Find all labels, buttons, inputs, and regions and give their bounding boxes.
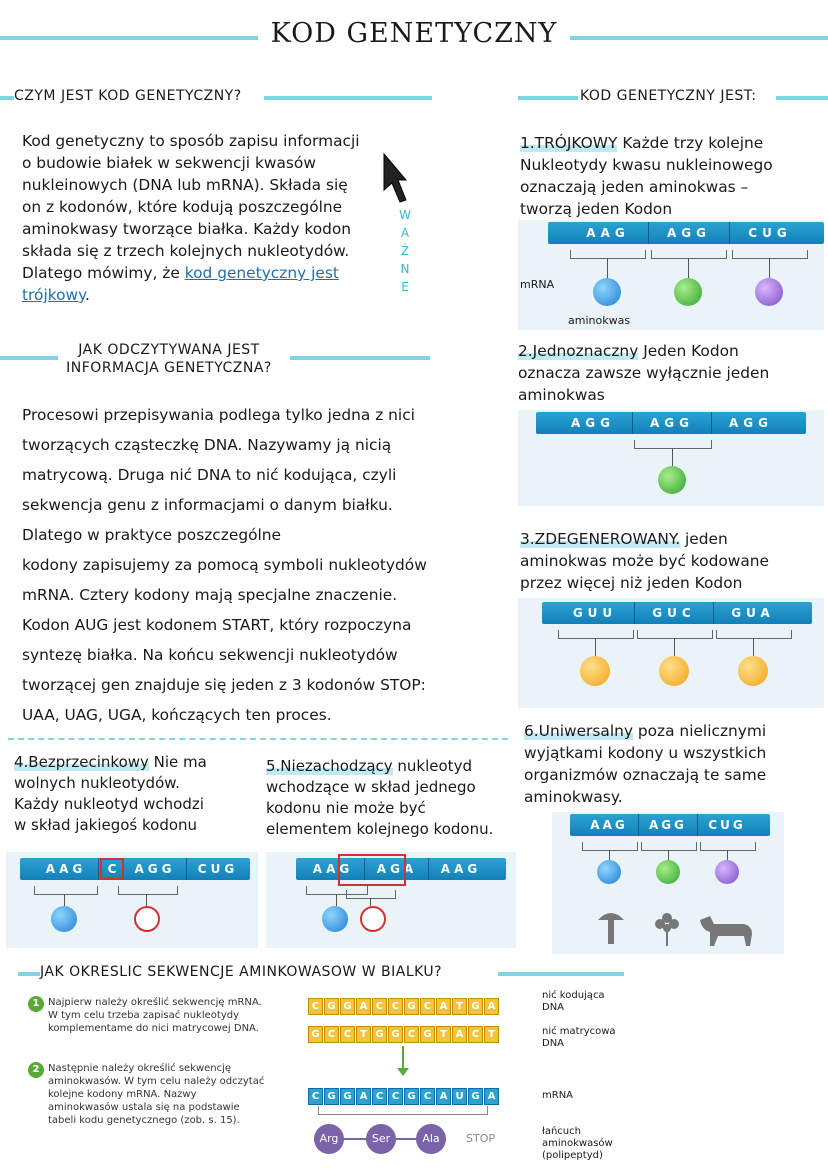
codon: GUA — [731, 606, 775, 620]
page-title: KOD GENETYCZNY — [270, 18, 558, 49]
empty-amino-circle — [134, 906, 160, 932]
text-line: organizmów oznaczają te same — [524, 766, 767, 784]
text-line: w skład jakiegoś kodonu — [14, 816, 198, 834]
mrna-strip — [548, 222, 824, 244]
codon: AGG — [124, 858, 187, 880]
codon-bracket — [346, 890, 396, 899]
text-line: nukleotyd — [392, 757, 472, 775]
stem — [769, 258, 770, 278]
feature-title: 4.Bezprzecinkowy — [14, 753, 149, 771]
amino-acid-ball — [51, 906, 77, 932]
nucleotide: G — [468, 1088, 483, 1105]
feature5-diagram — [266, 852, 516, 948]
amino-acid-ball — [755, 278, 783, 306]
nucleotide: C — [388, 998, 403, 1015]
feature3-diagram — [518, 598, 824, 708]
stem — [727, 850, 728, 860]
text-line: o budowie białek w sekwencji kwasów — [22, 154, 316, 172]
side-letter: W — [399, 208, 411, 222]
amino-arg: Arg — [314, 1124, 344, 1154]
section2-text — [22, 400, 512, 730]
feature2-text — [518, 340, 824, 406]
text-line: wolnych nukleotydów. — [14, 774, 180, 792]
stem — [753, 638, 754, 656]
text-line: poza nielicznymi — [632, 722, 767, 740]
codon: CUG — [748, 226, 792, 240]
codon-bracket — [637, 630, 713, 639]
amino-acid-ball — [597, 860, 621, 884]
nucleotide: T — [436, 1026, 451, 1043]
nucleotide: C — [372, 998, 387, 1015]
stem — [668, 850, 669, 860]
animal-icon — [696, 912, 756, 948]
overlap-highlight — [338, 854, 406, 886]
nucleotide: G — [404, 1088, 419, 1105]
codon: AAG — [580, 814, 639, 836]
nucleotide: C — [468, 1026, 483, 1043]
section1-text — [22, 130, 422, 306]
nucleotide: T — [452, 998, 467, 1015]
text-line: tworzą jeden Kodon — [520, 200, 673, 218]
rule — [18, 972, 40, 976]
text-line: Kod genetyczny to sposób zapisu informacji — [22, 132, 360, 150]
nucleotide: A — [356, 1088, 371, 1105]
text-line: Nukleotydy kwasu nukleinowego — [520, 156, 773, 174]
nucleotide: A — [484, 1088, 499, 1105]
text-line: oznaczają jeden aminokwas – — [520, 178, 749, 196]
heading-line: JAK ODCZYTYWANA JEST — [78, 342, 260, 358]
codon: AGG — [633, 412, 712, 434]
step2 — [28, 1062, 268, 1127]
empty-amino-circle — [360, 906, 386, 932]
peptide-bond — [344, 1138, 366, 1140]
nucleotide: G — [372, 1026, 387, 1043]
feature-title: 5.Niezachodzący — [266, 757, 393, 775]
feature-title: 6.Uniwersalny — [524, 722, 633, 740]
mushroom-icon — [596, 908, 626, 948]
feature3-text — [520, 528, 826, 594]
stem — [146, 894, 147, 906]
stop-label: STOP — [466, 1132, 495, 1145]
feature4-diagram — [6, 852, 258, 948]
text-line: kodonu nie może być — [266, 799, 426, 817]
text-line: aminokwas — [518, 386, 605, 404]
side-letter: A — [400, 226, 410, 240]
label-template: nić matrycowa DNA — [542, 1026, 616, 1049]
section2-heading — [44, 341, 294, 377]
text-line: Dlatego w praktyce poszczególne — [22, 526, 282, 544]
nucleotide: C — [388, 1088, 403, 1105]
amino-acid-ball — [322, 906, 348, 932]
codon: CUG — [197, 862, 239, 876]
amino-acid-ball — [656, 860, 680, 884]
right-heading: KOD GENETYCZNY JEST: — [580, 88, 757, 104]
step-number-2: 2 — [28, 1062, 44, 1078]
codon-bracket — [582, 842, 638, 851]
codon-bracket — [716, 630, 792, 639]
amino-acid-ball — [658, 466, 686, 494]
codon-bracket — [732, 250, 808, 259]
codon: AAG — [302, 858, 365, 880]
text-line: matrycową. Druga nić DNA to nić kodująca, czyli — [22, 466, 397, 484]
stem — [64, 894, 65, 906]
rule — [290, 356, 430, 360]
feature6-diagram — [552, 812, 784, 954]
text-line: składa się z trzech kolejnych nukleotydów. — [22, 242, 350, 260]
arrow-head — [397, 1068, 409, 1076]
feature4-text — [14, 752, 264, 836]
feature-title: 3.ZDEGENEROWANY. — [520, 530, 681, 548]
flower-icon — [652, 908, 682, 948]
step-text: Następnie należy określić sekwencję aminokwasów. W tym celu należy odczytać kolejne kodony mRNA. Nazwy aminokwasów ustala się na podstawie tabeli kodu genetycznego (zob. s. 15). — [48, 1063, 265, 1126]
codon: AAG — [568, 222, 649, 244]
side-word — [398, 206, 412, 296]
divider — [8, 738, 508, 740]
stem — [672, 448, 673, 466]
label-coding: nić kodująca DNA — [542, 990, 605, 1013]
heading-line: INFORMACJA GENETYCZNA? — [66, 360, 272, 376]
rule — [498, 972, 624, 976]
mrna-strip — [536, 412, 806, 434]
text-line: aminokwas może być kodowane — [520, 552, 770, 570]
codon-bracket — [118, 886, 178, 895]
codon-bracket — [318, 1106, 488, 1115]
nucleotide: T — [356, 1026, 371, 1043]
codon-bracket — [558, 630, 634, 639]
nucleotide: G — [308, 1026, 323, 1043]
nucleotide: C — [308, 998, 323, 1015]
amino-acid-ball — [659, 656, 689, 686]
codon-bracket — [570, 250, 646, 259]
text-line: Każde trzy kolejne — [617, 134, 764, 152]
text-line: UAA, UAG, UGA, kończących ten proces. — [22, 706, 332, 724]
codon: AGG — [729, 416, 773, 430]
amino-acid-ball — [593, 278, 621, 306]
text-line: on z kodonów, które kodują poszczególne — [22, 198, 343, 216]
side-letter: E — [401, 280, 409, 294]
side-letter: N — [400, 262, 410, 276]
text-line: syntezę białka. Na końcu sekwencji nukleotydów — [22, 646, 398, 664]
amino-acid-ball — [674, 278, 702, 306]
amino-ala: Ala — [416, 1124, 446, 1154]
arrow-icon — [376, 150, 412, 206]
step-number-1: 1 — [28, 996, 44, 1012]
nucleotide: A — [436, 1088, 451, 1105]
nucleotide: G — [388, 1026, 403, 1043]
text-line: nukleinowych (DNA lub mRNA). Składa się — [22, 176, 348, 194]
feature2-diagram — [518, 410, 824, 506]
nucleotide: G — [468, 998, 483, 1015]
amino-acid-ball — [580, 656, 610, 686]
stem — [607, 258, 608, 278]
text-line: oznacza zawsze wyłącznie jeden — [518, 364, 770, 382]
nucleotide: A — [356, 998, 371, 1015]
side-letter: Ż — [400, 244, 410, 258]
text-line: Procesowi przepisywania podlega tylko jedna z nici — [22, 406, 415, 424]
amino-acid-ball — [715, 860, 739, 884]
stem — [674, 638, 675, 656]
codon: AGG — [554, 412, 633, 434]
nucleotide: C — [420, 1088, 435, 1105]
nucleotide: C — [372, 1088, 387, 1105]
stem — [688, 258, 689, 278]
codon-highlighted: C — [100, 858, 124, 880]
nucleotide: C — [324, 1026, 339, 1043]
nucleotide: G — [340, 1088, 355, 1105]
nucleotide: G — [420, 1026, 435, 1043]
dna-template-strand — [308, 1022, 500, 1043]
nucleotide: G — [324, 998, 339, 1015]
feature1-text — [520, 132, 826, 220]
feature5-text — [266, 756, 526, 840]
codon-bracket — [34, 886, 98, 895]
label-mrna: mRNA — [542, 1090, 574, 1101]
step-text: Najpierw należy określić sekwencję mRNA. W tym celu trzeba zapisać nukleotydy komplementame do nici matrycowej DNA. — [48, 997, 262, 1034]
text-line: Jeden Kodon — [638, 342, 739, 360]
rule — [776, 96, 828, 100]
codon: GUC — [635, 602, 714, 624]
nucleotide: A — [452, 1026, 467, 1043]
dna-coding-strand — [308, 994, 500, 1015]
codon-bracket — [651, 250, 727, 259]
nucleotide: U — [452, 1088, 467, 1105]
rule — [264, 96, 432, 100]
nucleotide: G — [324, 1088, 339, 1105]
mrna-strip — [542, 602, 812, 624]
highlight-text: kod genetyczny jest — [184, 264, 339, 282]
mrna-strand — [308, 1084, 500, 1105]
feature-title: 1.TRÓJKOWY — [520, 134, 618, 152]
text-line: aminokwasy tworzące białka. Każdy kodon — [22, 220, 352, 238]
stem — [609, 850, 610, 860]
codon: AAG — [440, 862, 482, 876]
text-line: jeden — [680, 530, 728, 548]
label-chain: łańcuch aminokwasów (polipeptyd) — [542, 1126, 613, 1161]
nucleotide: C — [340, 1026, 355, 1043]
rule — [518, 96, 578, 100]
text-line: wchodzące w skład jednego — [266, 778, 476, 796]
text-line: Nie ma — [148, 753, 207, 771]
stem — [336, 894, 337, 906]
text-line: wyjątkami kodony u wszystkich — [524, 744, 767, 762]
stem — [370, 898, 371, 906]
mrna-strip — [570, 814, 770, 836]
codon-bracket — [641, 842, 697, 851]
section1-heading: CZYM JEST KOD GENETYCZNY? — [14, 88, 242, 104]
text-line: przez więcej niż jeden Kodon — [520, 574, 743, 592]
codon-bracket — [700, 842, 756, 851]
nucleotide: C — [404, 1026, 419, 1043]
amino-acid-ball — [738, 656, 768, 686]
text-line: mRNA. Cztery kodony mają specjalne znaczenie. — [22, 586, 398, 604]
codon: GUU — [556, 602, 635, 624]
codon: AGG — [639, 814, 698, 836]
codon: CUG — [708, 818, 746, 832]
peptide-bond — [396, 1138, 416, 1140]
text-line: tworzących cząsteczkę DNA. Nazywamy ją nicią — [22, 436, 392, 454]
text-line: Dlatego mówimy, że — [22, 264, 185, 282]
text-line: Każdy nukleotyd wchodzi — [14, 795, 204, 813]
text-line: kodony zapisujemy za pomocą symboli nukleotydów — [22, 556, 427, 574]
text-line: Kodon AUG jest kodonem START, który rozpoczyna — [22, 616, 412, 634]
rule — [0, 96, 14, 100]
nucleotide: A — [436, 998, 451, 1015]
mrna-label: mRNA — [520, 278, 555, 291]
step1 — [28, 996, 268, 1035]
text-line: aminokwasy. — [524, 788, 623, 806]
text-line: tworzącej gen znajduje się jeden z 3 kodonów STOP: — [22, 676, 426, 694]
nucleotide: A — [484, 998, 499, 1015]
feature-title: 2.Jednoznaczny — [518, 342, 639, 360]
highlight-text: trójkowy — [22, 286, 85, 304]
nucleotide: C — [420, 998, 435, 1015]
feature6-text — [524, 720, 828, 808]
feature1-diagram — [518, 220, 824, 330]
mrna-strip — [20, 858, 250, 880]
text-end: . — [85, 286, 90, 304]
codon: AGA — [366, 858, 429, 880]
amino-label: aminokwas — [568, 314, 631, 327]
section3-heading: JAK OKRESLIC SEKWENCJE AMINKOWASOW W BIALKU? — [40, 964, 443, 980]
codon: AAG — [34, 858, 99, 880]
codon: AGG — [649, 222, 730, 244]
nucleotide: G — [340, 998, 355, 1015]
nucleotide: G — [404, 998, 419, 1015]
nucleotide: C — [308, 1088, 323, 1105]
amino-ser: Ser — [366, 1124, 396, 1154]
text-line: elementem kolejnego kodonu. — [266, 820, 494, 838]
stem — [595, 638, 596, 656]
nucleotide: T — [484, 1026, 499, 1043]
text-line: sekwencja genu z informacjami o danym białku. — [22, 496, 393, 514]
codon-bracket — [634, 440, 712, 449]
